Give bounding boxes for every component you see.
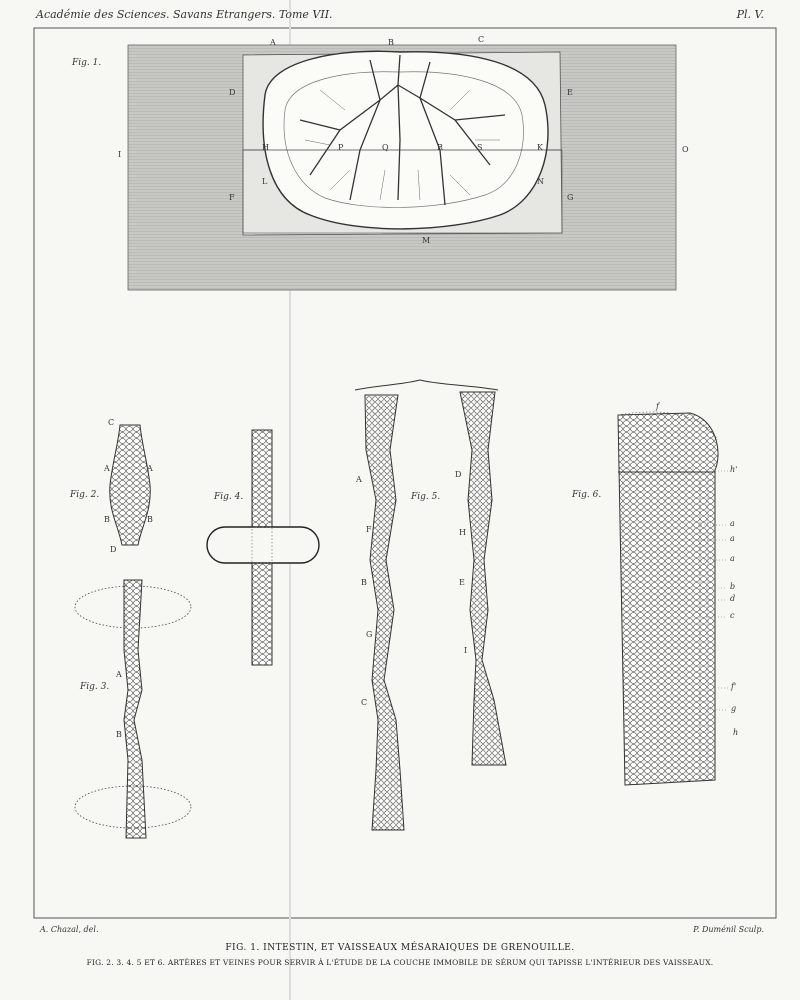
fig1-label: Fig. 1. <box>72 58 102 68</box>
fig1-letter-o: O <box>682 145 689 154</box>
fig1-letter-f: F <box>229 193 235 202</box>
fig6-letter-h-prime: h' <box>730 465 738 474</box>
fig4-label: Fig. 4. <box>214 492 244 502</box>
fig1-letter-i: I <box>118 150 122 159</box>
fig6-letter-h: h <box>733 728 739 737</box>
plate-number: Pl. V. <box>736 8 764 21</box>
fig1-letter-g: G <box>567 193 574 202</box>
fig1-letter-b: B <box>388 38 394 47</box>
fig1-letter-l: L <box>262 177 268 186</box>
fig6-letter-c: c <box>730 611 735 620</box>
caption-line-2: FIG. 2. 3. 4. 5 ET 6. ARTÈRES ET VEINES POUR SERVIR À L'ÉTUDE DE LA COUCHE IMMOBILE DE SÉRUM QUI TAPISSE L'INTÉRIEUR DES VAISSEAUX. <box>86 958 714 967</box>
fig1-letter-p: P <box>338 143 344 152</box>
fig1-letter-c: C <box>478 35 485 44</box>
fig5-letter-d: D <box>455 470 462 479</box>
fig5-vessels <box>355 380 506 830</box>
fig1-letter-a: A <box>270 38 276 47</box>
fig6-letter-f-prime: f' <box>731 682 737 691</box>
fig2-letter-a-left: A <box>104 464 110 473</box>
fig2-letter-b-left: B <box>104 515 110 524</box>
fig1-letter-h: H <box>262 143 269 152</box>
engraver-credit: P. Duménil Sculp. <box>693 925 764 934</box>
fig5-label: Fig. 5. <box>411 492 441 502</box>
fig6-letter-d: d <box>730 594 736 603</box>
fig3-vessel <box>75 580 191 838</box>
fig5-letter-b: B <box>361 578 367 587</box>
fig1-letter-n: N <box>537 177 544 186</box>
fig6-letter-g: g <box>731 704 737 713</box>
fig1-letter-m: M <box>422 236 431 245</box>
fig1-letter-q: Q <box>382 143 389 152</box>
fig5-letter-g: G <box>366 630 373 639</box>
fig6-label: Fig. 6. <box>572 490 602 500</box>
fig2-vessel <box>110 425 151 545</box>
fig1-intestine <box>128 45 676 290</box>
fig5-letter-i: I <box>464 646 468 655</box>
fig3-letter-b: B <box>116 730 122 739</box>
fig2-letter-c: C <box>108 418 115 427</box>
fig1-letter-e: E <box>567 88 573 97</box>
fig6-letter-a-2: a <box>730 534 735 543</box>
fig1-letter-r: R <box>437 143 444 152</box>
fig5-letter-c: C <box>361 698 368 707</box>
fig5-letter-e: E <box>459 578 465 587</box>
fig2-letter-a-right: A <box>147 464 153 473</box>
draftsman-credit: A. Chazal, del. <box>40 925 99 934</box>
fig1-letter-d: D <box>229 88 236 97</box>
fig1-letter-k: K <box>537 143 543 152</box>
fig6-letter-b: b <box>730 582 736 591</box>
fig3-letter-a: A <box>116 670 122 679</box>
fig6-letter-f-top: f <box>656 402 659 411</box>
caption-line-1: FIG. 1. INTESTIN, ET VAISSEAUX MÉSARAIQUES DE GRENOUILLE. <box>225 943 575 953</box>
fig5-letter-h: H <box>459 528 466 537</box>
fig2-letter-d: D <box>110 545 117 554</box>
fig5-letter-a: A <box>356 475 362 484</box>
fig6-letter-a-1: a <box>730 519 735 528</box>
plate-series-title: Académie des Sciences. Savans Etrangers. Tome VII. <box>36 8 333 21</box>
fig2-letter-b-right: B <box>147 515 153 524</box>
fig3-label: Fig. 3. <box>80 682 110 692</box>
fig6-letter-a-3: a <box>730 554 735 563</box>
fig4-vessel <box>207 430 319 665</box>
fig1-letter-s: S <box>477 143 483 152</box>
fig5-letter-f: F <box>366 525 372 534</box>
fig2-label: Fig. 2. <box>70 490 100 500</box>
fig6-vessel-section <box>618 412 728 785</box>
